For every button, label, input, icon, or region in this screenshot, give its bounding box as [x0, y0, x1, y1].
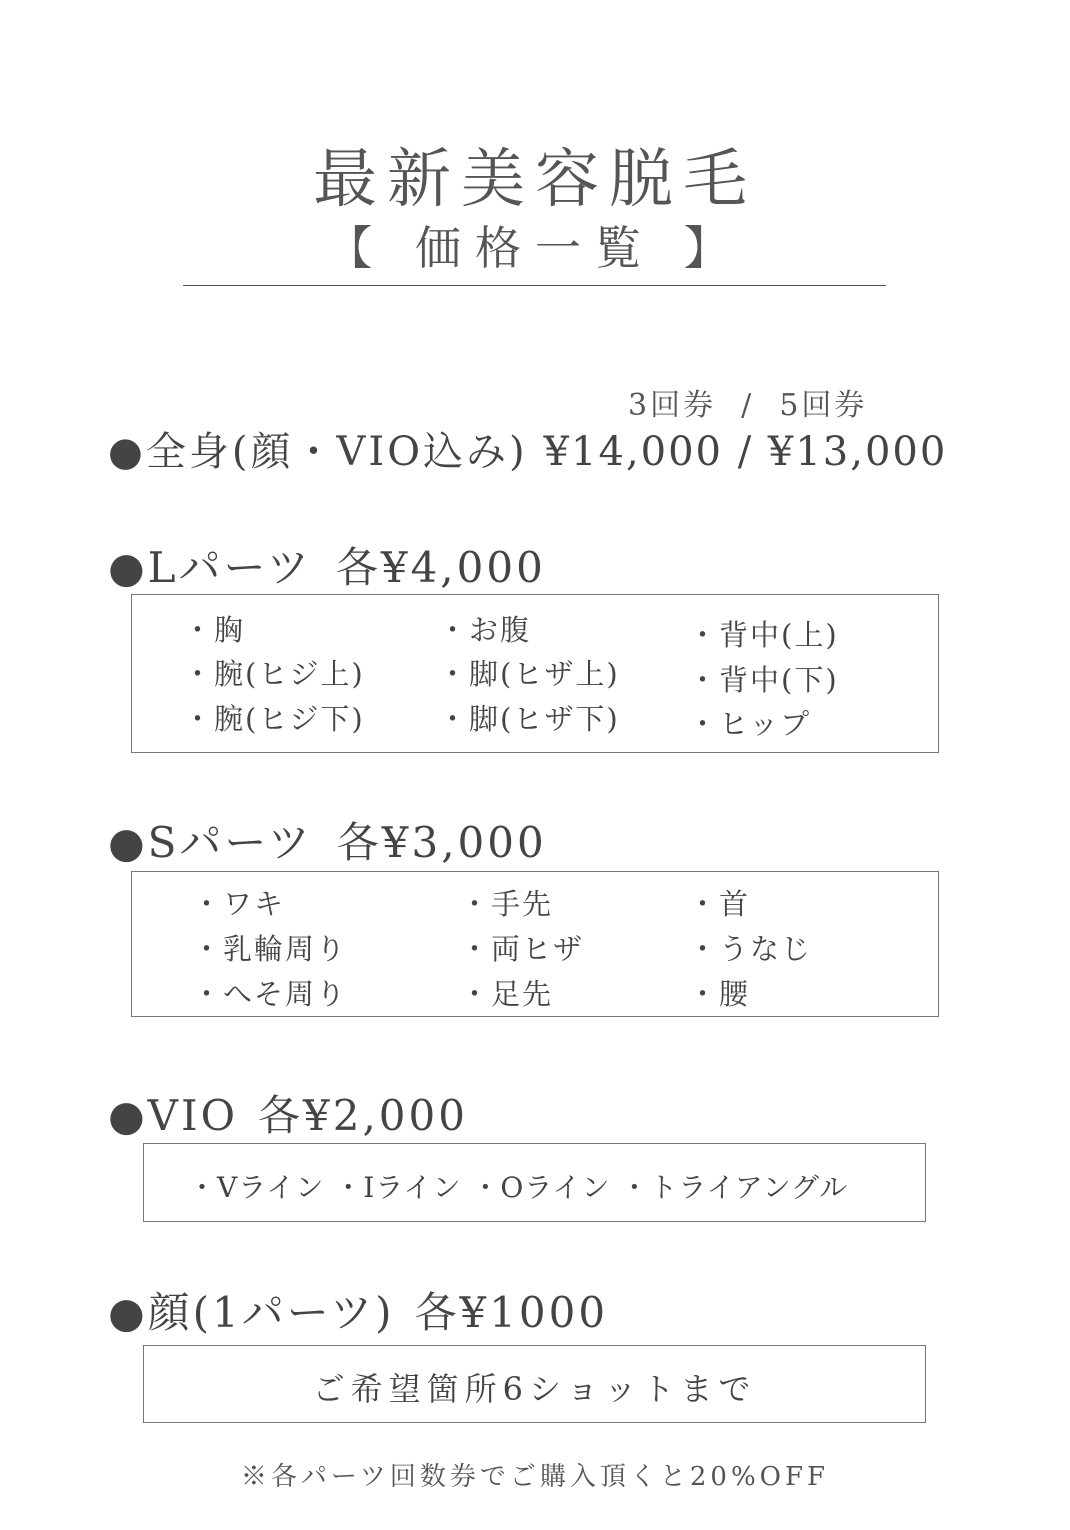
s-parts-item: ・両ヒザ [460, 932, 585, 966]
l-parts-item: ・腕(ヒジ下) [183, 702, 365, 736]
full-body-heading [108, 420, 947, 477]
l-parts-item: ・背中(上) [688, 618, 839, 652]
l-parts-item: ・胸 [183, 613, 246, 647]
page-title: 最新美容脱毛 [313, 143, 757, 217]
discount-footnote: ※各パーツ回数券でご購入頂くと20%OFF [240, 1462, 830, 1492]
l-parts-item: ・ヒップ [688, 707, 812, 741]
l-parts-label: ●Lパーツ [108, 543, 312, 592]
s-parts-price: 各¥3,000 [336, 818, 547, 867]
s-parts-item: ・首 [688, 887, 751, 921]
vio-heading [108, 1083, 468, 1143]
s-parts-heading [108, 810, 547, 870]
s-parts-item: ・うなじ [688, 932, 813, 966]
s-parts-item: ・ワキ [192, 887, 286, 921]
s-parts-item: ・へそ周り [192, 977, 348, 1011]
s-parts-item: ・手先 [460, 887, 554, 921]
l-parts-heading [108, 535, 546, 595]
face-price: 各¥1000 [414, 1288, 609, 1337]
l-parts-item: ・脚(ヒザ上) [438, 657, 620, 691]
l-parts-item: ・背中(下) [688, 663, 839, 697]
l-parts-item: ・お腹 [438, 613, 532, 647]
l-parts-item: ・脚(ヒザ下) [438, 702, 620, 736]
vio-items: ・Vライン ・Iライン ・Oライン ・トライアングル [188, 1171, 849, 1204]
l-parts-price: 各¥4,000 [335, 543, 546, 592]
title-divider [183, 285, 886, 286]
s-parts-label: ●Sパーツ [108, 818, 313, 867]
face-label: ●顔(1パーツ) [108, 1288, 395, 1337]
s-parts-item: ・乳輪周り [192, 932, 348, 966]
face-note: ご希望箇所6ショットまで [312, 1370, 757, 1408]
full-body-label: ●全身(顔・VIO込み) [108, 429, 528, 475]
l-parts-item: ・腕(ヒジ上) [183, 657, 365, 691]
vio-price: 各¥2,000 [258, 1091, 468, 1140]
s-parts-item: ・腰 [688, 977, 751, 1011]
ticket-type-header: 3回券 / 5回券 [628, 388, 868, 423]
vio-label: ●VIO [108, 1091, 239, 1140]
s-parts-item: ・足先 [460, 977, 554, 1011]
full-body-price: ¥14,000 / ¥13,000 [543, 429, 948, 475]
page-subtitle: 【 価格一覧 】 [326, 221, 744, 275]
face-heading [108, 1280, 608, 1340]
